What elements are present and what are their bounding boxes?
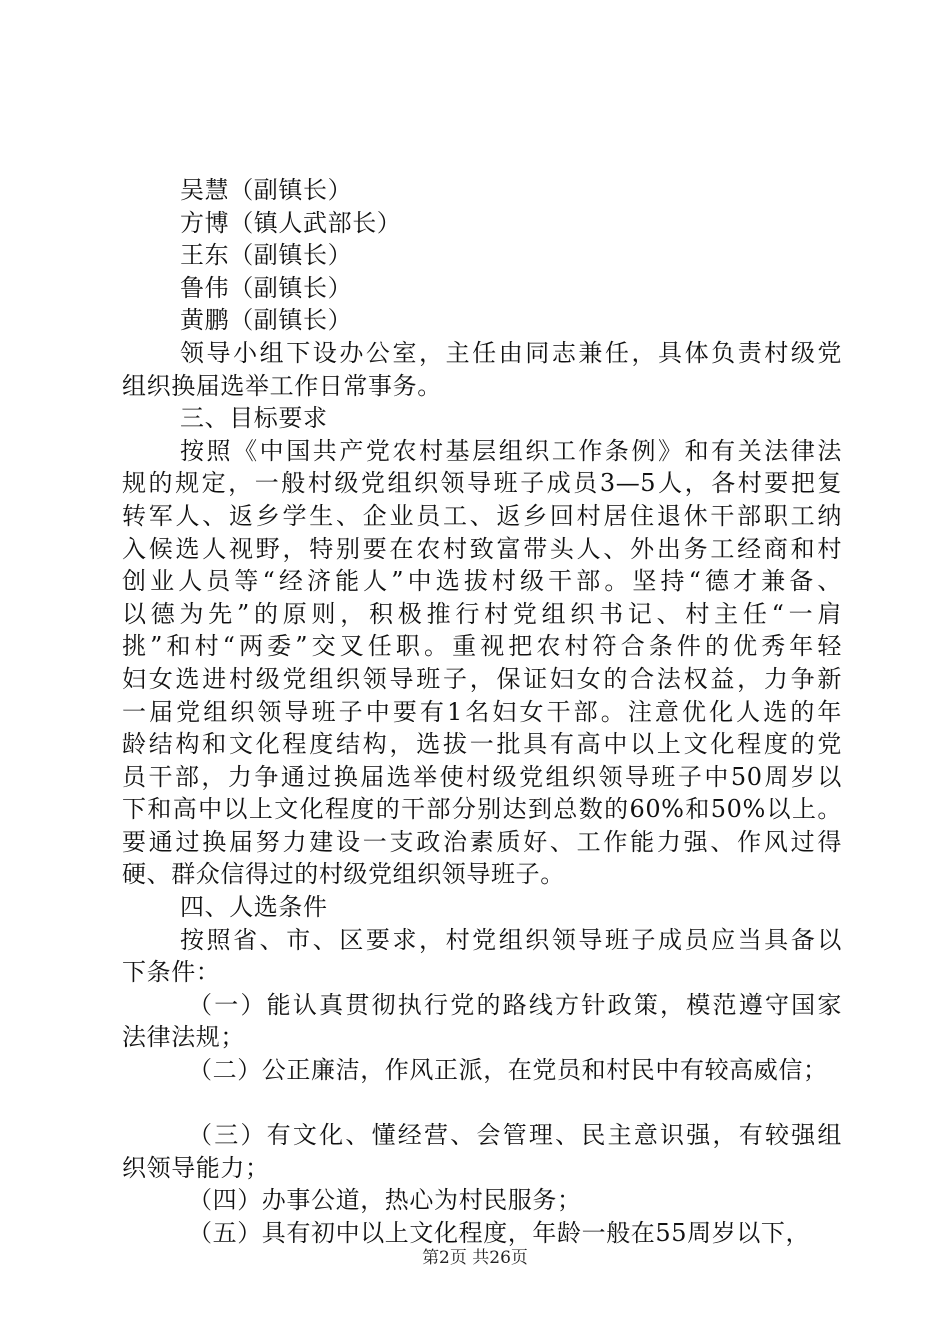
- condition-item: （二）公正廉洁，作风正派，在党员和村民中有较高威信；: [188, 1056, 828, 1085]
- paragraph-line: 组织换届选举工作日常事务。: [122, 371, 442, 400]
- paragraph-line: 下和高中以上文化程度的干部分别达到总数的60%和50%以上。: [122, 795, 842, 824]
- member-line: 方博（镇人武部长）: [180, 208, 402, 237]
- paragraph-line: 以德为先”的原则，积极推行村党组织书记、村主任“一肩: [122, 599, 842, 628]
- condition-item: 法律法规；: [122, 1023, 245, 1052]
- paragraph-line: 要通过换届努力建设一支政治素质好、工作能力强、作风过得: [122, 827, 842, 856]
- paragraph-line: 妇女选进村级党组织领导班子，保证妇女的合法权益，力争新: [122, 664, 842, 693]
- member-line: 吴慧（副镇长）: [180, 176, 353, 204]
- member-line: 鲁伟（副镇长）: [180, 273, 353, 302]
- paragraph-line: 下条件：: [122, 958, 221, 987]
- page-number: 第2页 共26页: [422, 1248, 528, 1268]
- condition-item: （四）办事公道，热心为村民服务；: [188, 1186, 582, 1215]
- section-heading: 三、目标要求: [180, 404, 328, 433]
- paragraph-line: 挑”和村“两委”交叉任职。重视把农村符合条件的优秀年轻: [122, 632, 842, 661]
- document-body: [122, 174, 842, 1250]
- paragraph-line: 按照省、市、区要求，村党组织领导班子成员应当具备以: [180, 925, 842, 954]
- member-line: 黄鹏（副镇长）: [180, 306, 353, 335]
- paragraph-line: 一届党组织领导班子中要有1名妇女干部。注意优化人选的年: [122, 697, 842, 726]
- section-heading: 四、人选条件: [180, 893, 328, 922]
- member-line: 王东（副镇长）: [180, 241, 353, 270]
- paragraph-line: 按照《中国共产党农村基层组织工作条例》和有关法律法: [180, 436, 842, 465]
- condition-item: （一）能认真贯彻执行党的路线方针政策，模范遵守国家: [188, 990, 842, 1019]
- paragraph-line: 硬、群众信得过的村级党组织领导班子。: [122, 860, 565, 889]
- paragraph-line: 创业人员等“经济能人”中选拔村级干部。坚持“德才兼备、: [122, 567, 842, 596]
- paragraph-line: 规的规定，一般村级党组织领导班子成员3—5人，各村要把复: [122, 469, 842, 498]
- paragraph-line: 转军人、返乡学生、企业员工、返乡回村居住退休干部职工纳: [122, 501, 842, 530]
- paragraph-line: 员干部，力争通过换届选举使村级党组织领导班子中50周岁以: [122, 762, 842, 791]
- condition-item: 织领导能力；: [122, 1153, 270, 1182]
- condition-item: （三）有文化、懂经营、会管理、民主意识强，有较强组: [188, 1121, 842, 1150]
- paragraph-line: 龄结构和文化程度结构，选拔一批具有高中以上文化程度的党: [122, 730, 842, 759]
- paragraph-line: 领导小组下设办公室，主任由同志兼任，具体负责村级党: [180, 338, 842, 367]
- condition-item: （五）具有初中以上文化程度，年龄一般在55周岁以下，: [188, 1219, 811, 1247]
- blank-line: [122, 1087, 842, 1120]
- paragraph-line: 入候选人视野，特别要在农村致富带头人、外出务工经商和村: [122, 534, 842, 563]
